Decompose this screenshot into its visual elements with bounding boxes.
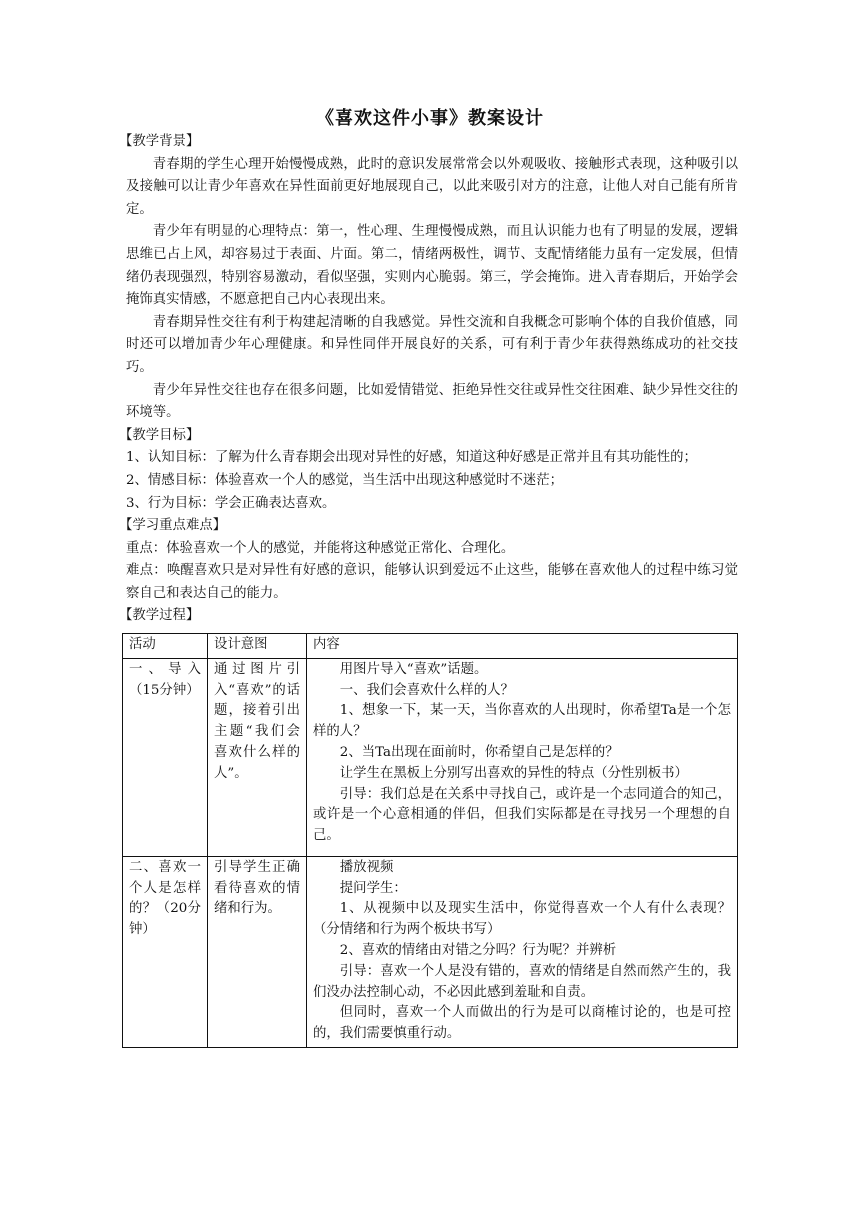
content-line: 让学生在黑板上分别写出喜欢的异性的特点（分性别板书） (339, 765, 688, 781)
content-line: 引导：我们总是在关系中寻找自己，或许是一个志同道合的知己，或许是一个心意相通的伴侣，但我们实际都是在寻找另一个理想的自己。 (313, 786, 731, 844)
document-body (119, 131, 738, 628)
content-line: 提问学生： (339, 880, 407, 896)
background-paragraph: 青春期的学生心理开始慢慢成熟，此时的意识发展常常会以外观吸收、接触形式表现，这种吸引以及接触可以让青少年喜欢在异性面前更好地展现自己，以此来吸引对方的注意，让他人对自己能有所肯定。 (126, 156, 738, 217)
key-point-item: 重点：体验喜欢一个人的感觉，并能将这种感觉正常化、合理化。 (126, 540, 515, 556)
column-header-content: 内容 (307, 634, 738, 659)
table-row (123, 856, 738, 1047)
goal-item: 3、行为目标：学会正确表达喜欢。 (126, 495, 336, 511)
section-heading-process: 【教学过程】 (119, 608, 200, 624)
content-line: 但同时，喜欢一个人而做出的行为是可以商榷讨论的，也是可控的，我们需要慎重行动。 (313, 1005, 731, 1042)
content-line: 1、想象一下，某一天，当你喜欢的人出现时，你希望Ta是一个怎样的人？ (313, 703, 731, 740)
section-heading-background: 【教学背景】 (119, 134, 200, 149)
column-header-activity: 活动 (123, 634, 208, 659)
content-line: 用图片导入“喜欢”话题。 (339, 661, 488, 677)
table-row (123, 658, 738, 856)
activity-text: 一、导入（15分钟） (129, 661, 201, 698)
column-header-intent: 设计意图 (208, 634, 307, 659)
section-heading-goals: 【教学目标】 (119, 427, 200, 443)
intent-text: 引导学生正确看待喜欢的情绪和行为。 (214, 859, 300, 917)
intent-cell (208, 856, 307, 1047)
content-line: 播放视频 (339, 859, 394, 875)
key-point-item: 难点：唤醒喜欢只是对异性有好感的意识，能够认识到爱远不止这些，能够在喜欢他人的过程中练习觉察自己和表达自己的能力。 (126, 563, 738, 601)
activity-text: 二、喜欢一个人是怎样的？（20分钟） (129, 859, 201, 938)
content-line: 一、我们会喜欢什么样的人？ (339, 682, 514, 698)
activity-cell (123, 856, 208, 1047)
table-header-row (123, 634, 738, 659)
background-paragraph: 青春期异性交往有利于构建起清晰的自我感觉。异性交流和自我概念可影响个体的自我价值感，同时还可以增加青少年心理健康。和异性同伴开展良好的关系，可有利于青少年获得熟练成功的社交技巧。 (126, 314, 738, 375)
activity-cell (123, 658, 208, 856)
content-cell (307, 658, 738, 856)
background-paragraph: 青少年有明显的心理特点：第一，性心理、生理慢慢成熟，而且认识能力也有了明显的发展，逻辑思维已占上风，却容易过于表面、片面。第二，情绪两极性，调节、支配情绪能力虽有一定发展，但情绪仍表现强烈，特别容易激动，看似坚强，实则内心脆弱。第三，学会掩饰。进入青春期后，开始学会掩饰真实情感，不愿意把自己内心表现出来。 (126, 224, 738, 308)
content-cell (307, 856, 738, 1047)
section-heading-key-points: 【学习重点难点】 (119, 518, 227, 534)
content-line: 1、从视频中以及现实生活中，你觉得喜欢一个人有什么表现？（分情绪和行为两个板块书写） (313, 901, 731, 938)
content-line: 2、喜欢的情绪由对错之分吗？行为呢？并辨析 (339, 942, 617, 958)
intent-text: 通过图片引入“喜欢”的话题，接着引出主题“我们会喜欢什么样的人”。 (214, 661, 300, 781)
goal-item: 2、情感目标：体验喜欢一个人的感觉，当生活中出现这种感觉时不迷茫； (126, 472, 564, 488)
content-line: 2、当Ta出现在面前时，你希望自己是怎样的？ (339, 744, 619, 760)
process-table (122, 633, 738, 1048)
goal-item: 1、认知目标：了解为什么青春期会出现对异性的好感，知道这种好感是正常并且有其功能性的； (126, 450, 697, 466)
content-line: 引导：喜欢一个人是没有错的，喜欢的情绪是自然而然产生的，我们没办法控制心动，不必因此感到羞耻和自责。 (313, 963, 731, 1000)
background-paragraph: 青少年异性交往也存在很多问题，比如爱情错觉、拒绝异性交往或异性交往困难、缺少异性交往的环境等。 (126, 382, 738, 421)
intent-cell (208, 658, 307, 856)
document-title: 《喜欢这件小事》教案设计 (316, 108, 544, 129)
